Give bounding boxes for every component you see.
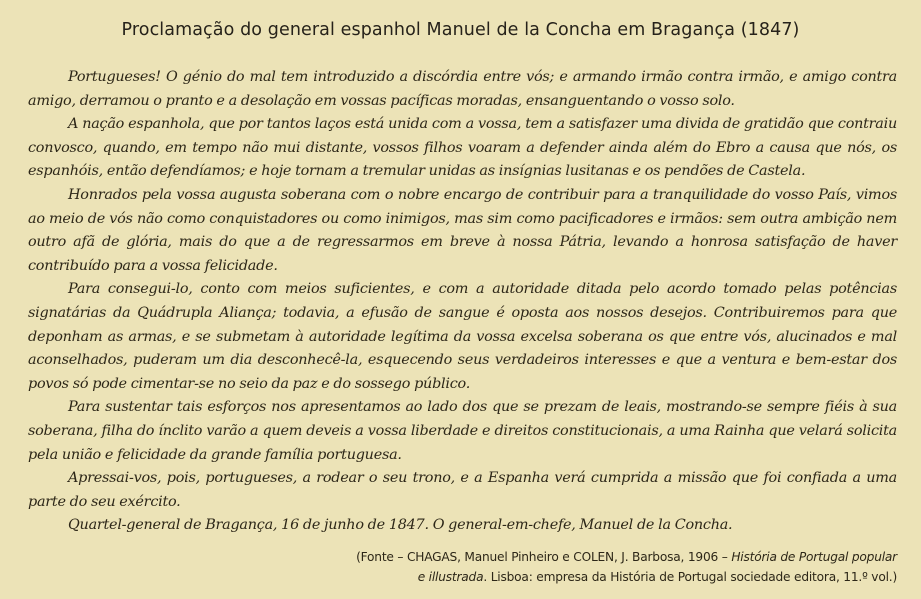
paragraph-1: Portugueses! O génio do mal tem introduzido a discórdia entre vós; e armando irmão contra irmão, e amigo contra amigo, derramou o pranto e a desolação em vossas pacíficas moradas, ensanguentando o vosso solo.	[28, 69, 897, 109]
proclamation-text	[28, 66, 897, 538]
paragraph-5: Para sustentar tais esforços nos apresentamos ao lado dos que se prezam de leais, mostrando-se sempre fiéis à sua soberana, filha do ínclito varão a quem deveis a vossa liberdade e direitos constitucionais, a uma Rainha que velará solicita pela união e felicidade da grande família portuguesa.	[28, 399, 897, 463]
paragraph-2: A nação espanhola, que por tantos laços está unida com a vossa, tem a satisfazer uma divida de gratidão que contraiu convosco, quando, em tempo não mui distante, vossos filhos voaram a defender ainda além do Ebro a causa que nós, os espanhóis, então defendíamos; e hoje tornam a tremular unidas as insígnias lusitanas e os pendões de Castela.	[28, 116, 897, 180]
paragraph-3: Honrados pela vossa augusta soberana com o nobre encargo de contribuir para a tranquilidade do vosso País, vimos ao meio de vós não como conquistadores ou como inimigos, mas sim como pacificadores e irmãos: sem outra ambição nem outro afã de glória, mais do que a de regressarmos em breve à nossa Pátria, levando a honrosa satisfação de haver contribuído para a vossa felicidade.	[28, 186, 897, 274]
source-book-title-line2: e illustrada	[417, 570, 484, 584]
source-citation	[297, 547, 897, 587]
paragraph-6: Apressai-vos, pois, portugueses, a rodear o seu trono, e a Espanha verá cumprida a missão que foi confiada a uma parte do seu exército.	[28, 470, 897, 510]
paragraph-4: Para consegui-lo, conto com meios suficientes, e com a autoridade ditada pelo acordo tomado pelas potências signatárias da Quádrupla Aliança; todavia, a efusão de sangue é oposta aos nossos desejos. Contribuiremos para que deponham as armas, e se submetam à autoridade legítima da vossa excelsa soberana os que entre vós, alucinados e mal aconselhados, puderam um dia desconhecê-la, esquecendo seus verdadeiros interesses e que a ventura e bem-estar dos povos só pode cimentar-se no seio da paz e do sossego público.	[28, 281, 897, 392]
source-book-title-line1: História de Portugal popular	[731, 550, 897, 564]
document-title: Proclamação do general espanhol Manuel de la Concha em Bragança (1847)	[121, 20, 800, 40]
paragraph-signature: Quartel-general de Bragança, 16 de junho de 1847. O general-em-chefe, Manuel de la Concha.	[68, 517, 733, 534]
source-publisher: . Lisboa: empresa da História de Portugal sociedade editora, 11.º vol.)	[483, 570, 897, 584]
source-authors: (Fonte – CHAGAS, Manuel Pinheiro e COLEN, J. Barbosa, 1906 –	[356, 550, 732, 564]
